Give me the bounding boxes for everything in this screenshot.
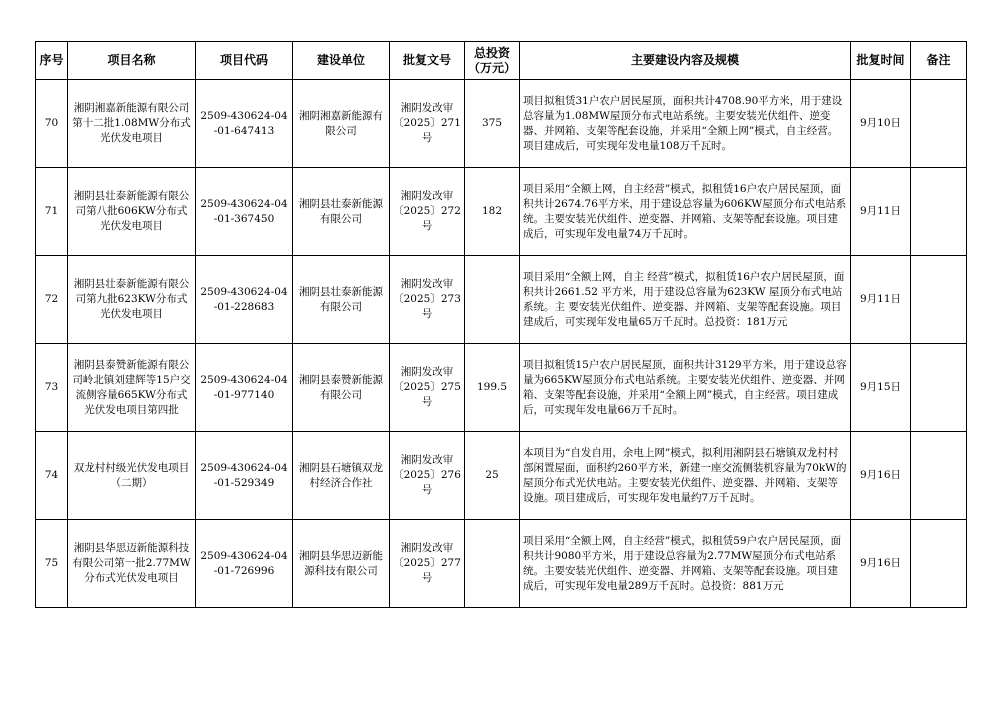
cell-content: 项目拟租赁31户农户居民屋顶，面积共计4708.90平方米，用于建设总容量为1.08MW屋顶分布式电站系统。主要安装光伏组件、逆变器、并网箱、支架等配套设施，并采用“全额上网”模式，自主经营。项目建成后，可实现年发电量108万千瓦时。 <box>520 80 851 168</box>
cell-seq: 74 <box>36 432 68 520</box>
cell-seq: 73 <box>36 344 68 432</box>
cell-name: 湘阴县泰赞新能源有限公司岭北镇刘建辉等15户交流侧容量665KW分布式光伏发电项目第四批 <box>68 344 196 432</box>
cell-seq: 71 <box>36 168 68 256</box>
cell-date: 9月11日 <box>851 256 911 344</box>
cell-name: 湘阴县华思迈新能源科技有限公司第一批2.77MW分布式光伏发电项目 <box>68 520 196 608</box>
cell-seq: 75 <box>36 520 68 608</box>
table-row <box>36 168 967 256</box>
cell-doc-no: 湘阴发改审〔2025〕271号 <box>390 80 465 168</box>
cell-content: 项目拟租赁15户农户居民屋顶，面积共计3129平方米，用于建设总容量为665KW屋顶分布式电站系统。主要安装光伏组件、逆变器、并网箱、支架等配套设施，并采用“全额上网”模式，自主经营。项目建成后，可实现年发电量66万千瓦时。 <box>520 344 851 432</box>
cell-investment <box>465 520 520 608</box>
table-row <box>36 80 967 168</box>
cell-seq: 72 <box>36 256 68 344</box>
cell-date: 9月15日 <box>851 344 911 432</box>
cell-unit: 湘阴湘嘉新能源有限公司 <box>293 80 390 168</box>
cell-remark <box>911 80 967 168</box>
cell-doc-no: 湘阴发改审〔2025〕276号 <box>390 432 465 520</box>
cell-investment: 375 <box>465 80 520 168</box>
header-row <box>36 42 967 80</box>
cell-date: 9月11日 <box>851 168 911 256</box>
header-investment: 总投资（万元） <box>465 42 520 80</box>
cell-content: 本项目为“自发自用，余电上网”模式，拟利用湘阴县石塘镇双龙村村部闲置屋面，面积约260平方米，新建一座交流侧装机容量为70kW的屋顶分布式光伏电站。主要安装光伏组件、逆变器、并网箱、支架等设施。项目建成后，可实现年发电量约7万千瓦时。 <box>520 432 851 520</box>
cell-investment: 25 <box>465 432 520 520</box>
header-date: 批复时间 <box>851 42 911 80</box>
header-content: 主要建设内容及规模 <box>520 42 851 80</box>
cell-investment: 182 <box>465 168 520 256</box>
table-row <box>36 256 967 344</box>
cell-name: 湘阴县壮泰新能源有限公司第八批606KW分布式光伏发电项目 <box>68 168 196 256</box>
cell-remark <box>911 256 967 344</box>
cell-unit: 湘阴县壮泰新能源有限公司 <box>293 168 390 256</box>
cell-remark <box>911 432 967 520</box>
header-unit: 建设单位 <box>293 42 390 80</box>
cell-doc-no: 湘阴发改审〔2025〕272号 <box>390 168 465 256</box>
cell-investment: 199.5 <box>465 344 520 432</box>
cell-name: 湘阴县壮泰新能源有限公司第九批623KW分布式光伏发电项目 <box>68 256 196 344</box>
cell-doc-no: 湘阴发改审〔2025〕277号 <box>390 520 465 608</box>
cell-code: 2509-430624-04-01-647413 <box>196 80 293 168</box>
cell-unit: 湘阴县石塘镇双龙村经济合作社 <box>293 432 390 520</box>
cell-date: 9月16日 <box>851 520 911 608</box>
header-seq: 序号 <box>36 42 68 80</box>
cell-investment <box>465 256 520 344</box>
project-approval-table <box>35 41 967 608</box>
cell-remark <box>911 520 967 608</box>
header-name: 项目名称 <box>68 42 196 80</box>
cell-unit: 湘阴县泰赞新能源有限公司 <box>293 344 390 432</box>
cell-remark <box>911 344 967 432</box>
cell-code: 2509-430624-04-01-228683 <box>196 256 293 344</box>
cell-doc-no: 湘阴发改审〔2025〕273号 <box>390 256 465 344</box>
cell-content: 项目采用“全额上网，自主经营”模式，拟租赁59户农户居民屋顶，面积共计9080平方米，用于建设总容量为2.77MW屋顶分布式电站系统。主要安装光伏组件、逆变器、并网箱、支架等配套设施。项目建成后，可实现年发电量289万千瓦时。总投资：881万元 <box>520 520 851 608</box>
cell-content: 项目采用“全额上网，自主 经营”模式，拟租赁16户农户居民屋顶，面积共计2661.52 平方米，用于建设总容量为623KW 屋顶分布式电站系统。主 要安装光伏组件、逆变器、并网箱、支架等配套设施。项目 建成后，可实现年发电量65万千瓦时。总投资：181万元 <box>520 256 851 344</box>
cell-date: 9月10日 <box>851 80 911 168</box>
cell-code: 2509-430624-04-01-529349 <box>196 432 293 520</box>
cell-unit: 湘阴县华思迈新能源科技有限公司 <box>293 520 390 608</box>
header-doc-no: 批复文号 <box>390 42 465 80</box>
cell-remark <box>911 168 967 256</box>
table-row <box>36 432 967 520</box>
cell-name: 双龙村村级光伏发电项目（二期） <box>68 432 196 520</box>
cell-name: 湘阴湘嘉新能源有限公司第十二批1.08MW分布式光伏发电项目 <box>68 80 196 168</box>
cell-seq: 70 <box>36 80 68 168</box>
header-remark: 备注 <box>911 42 967 80</box>
cell-code: 2509-430624-04-01-977140 <box>196 344 293 432</box>
table-row <box>36 520 967 608</box>
cell-doc-no: 湘阴发改审〔2025〕275号 <box>390 344 465 432</box>
cell-code: 2509-430624-04-01-726996 <box>196 520 293 608</box>
cell-date: 9月16日 <box>851 432 911 520</box>
cell-unit: 湘阴县壮泰新能源有限公司 <box>293 256 390 344</box>
cell-content: 项目采用“全额上网，自主经营”模式，拟租赁16户农户居民屋顶，面积共计2674.76平方米，用于建设总容量为606KW屋顶分布式电站系统。主要安装光伏组件、逆变器、并网箱、支架等配套设施。项目建成后，可实现年发电量74万千瓦时。 <box>520 168 851 256</box>
table-row <box>36 344 967 432</box>
cell-code: 2509-430624-04-01-367450 <box>196 168 293 256</box>
header-code: 项目代码 <box>196 42 293 80</box>
